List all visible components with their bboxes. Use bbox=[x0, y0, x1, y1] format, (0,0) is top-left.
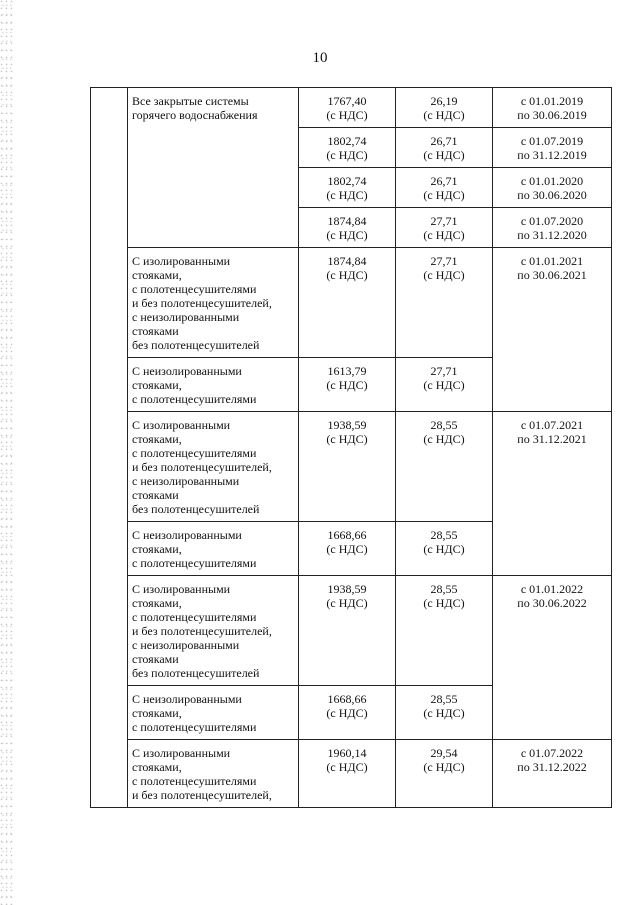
cell-line: без полотенцесушителей bbox=[132, 666, 260, 680]
component-value-cell bbox=[396, 686, 493, 740]
period-cell bbox=[493, 208, 612, 248]
component-value-cell bbox=[396, 168, 493, 208]
tariff-value-cell bbox=[299, 358, 396, 412]
period-cell bbox=[493, 740, 612, 808]
cell-line: с 01.07.2020 bbox=[520, 214, 584, 228]
component-value-cell bbox=[396, 522, 493, 576]
cell-line: с полотенцесушителями bbox=[132, 774, 257, 788]
component-value-cell bbox=[396, 576, 493, 686]
cell-line: (с НДС) bbox=[326, 148, 368, 162]
cell-line: с неизолированными bbox=[132, 310, 240, 324]
cell-line: 28,55 bbox=[430, 582, 458, 596]
cell-line: с 01.01.2022 bbox=[520, 582, 584, 596]
tariff-value-cell bbox=[299, 248, 396, 358]
cell-line: С изолированными bbox=[132, 582, 231, 596]
cell-line: горячего водоснабжения bbox=[132, 108, 258, 122]
cell-line: 29,54 bbox=[430, 746, 458, 760]
cell-line: (с НДС) bbox=[423, 542, 465, 556]
cell-line: с полотенцесушителями bbox=[132, 282, 257, 296]
cell-line: и без полотенцесушителей, bbox=[132, 296, 272, 310]
cell-line: 26,19 bbox=[430, 94, 458, 108]
cell-line: стояками, bbox=[132, 760, 182, 774]
cell-line: стояками, bbox=[132, 378, 182, 392]
cell-line: с 01.01.2020 bbox=[520, 174, 584, 188]
cell-line: по 31.12.2019 bbox=[517, 148, 587, 162]
cell-line: стояками, bbox=[132, 542, 182, 556]
cell-line: (с НДС) bbox=[326, 188, 368, 202]
cell-line: и без полотенцесушителей, bbox=[132, 624, 272, 638]
tariff-value-cell bbox=[299, 412, 396, 522]
cell-line: (с НДС) bbox=[326, 706, 368, 720]
cell-line: (с НДС) bbox=[423, 228, 465, 242]
cell-line: (с НДС) bbox=[423, 596, 465, 610]
cell-line: 1938,59 bbox=[327, 582, 367, 596]
period-cell bbox=[493, 576, 612, 740]
cell-line: (с НДС) bbox=[326, 378, 368, 392]
cell-line: стояками bbox=[132, 652, 179, 666]
cell-line: по 30.06.2022 bbox=[517, 596, 587, 610]
cell-line: (с НДС) bbox=[326, 108, 368, 122]
cell-line: и без полотенцесушителей, bbox=[132, 460, 272, 474]
cell-line: 1874,84 bbox=[327, 254, 367, 268]
cell-line: (с НДС) bbox=[326, 228, 368, 242]
component-value-cell bbox=[396, 248, 493, 358]
cell-line: (с НДС) bbox=[423, 378, 465, 392]
component-value-cell bbox=[396, 412, 493, 522]
cell-line: С изолированными bbox=[132, 254, 231, 268]
cell-line: 1802,74 bbox=[327, 174, 367, 188]
tariff-table bbox=[90, 87, 612, 808]
cell-line: по 31.12.2020 bbox=[517, 228, 587, 242]
cell-line: 27,71 bbox=[430, 364, 458, 378]
cell-line: 27,71 bbox=[430, 214, 458, 228]
cell-line: 1668,66 bbox=[327, 692, 367, 706]
table-row bbox=[91, 88, 612, 128]
cell-line: 1874,84 bbox=[327, 214, 367, 228]
tariff-value-cell bbox=[299, 576, 396, 686]
cell-line: с полотенцесушителями bbox=[132, 720, 257, 734]
description-cell bbox=[128, 88, 299, 248]
table-row bbox=[91, 412, 612, 522]
cell-line: 28,55 bbox=[430, 692, 458, 706]
component-value-cell bbox=[396, 88, 493, 128]
period-cell bbox=[493, 248, 612, 412]
cell-line: с 01.01.2019 bbox=[520, 94, 584, 108]
cell-line: по 31.12.2022 bbox=[517, 760, 587, 774]
cell-line: (с НДС) bbox=[423, 188, 465, 202]
cell-line: (с НДС) bbox=[423, 148, 465, 162]
cell-line: (с НДС) bbox=[423, 760, 465, 774]
cell-line: с 01.01.2021 bbox=[520, 254, 584, 268]
cell-line: 1960,14 bbox=[327, 746, 367, 760]
cell-line: (с НДС) bbox=[326, 596, 368, 610]
component-value-cell bbox=[396, 128, 493, 168]
cell-line: с неизолированными bbox=[132, 474, 240, 488]
cell-line: 1613,79 bbox=[327, 364, 367, 378]
tariff-value-cell bbox=[299, 686, 396, 740]
cell-line: 28,55 bbox=[430, 418, 458, 432]
page-number: 10 bbox=[312, 50, 328, 66]
tariff-value-cell bbox=[299, 522, 396, 576]
cell-line: С неизолированными bbox=[132, 692, 242, 706]
cell-line: стояками bbox=[132, 488, 179, 502]
cell-line: по 30.06.2020 bbox=[517, 188, 587, 202]
component-value-cell bbox=[396, 358, 493, 412]
description-cell bbox=[128, 522, 299, 576]
cell-line: по 30.06.2021 bbox=[517, 268, 587, 282]
description-cell bbox=[128, 740, 299, 808]
cell-line: без полотенцесушителей bbox=[132, 338, 260, 352]
cell-line: С неизолированными bbox=[132, 528, 242, 542]
cell-line: Все закрытые системы bbox=[132, 94, 249, 108]
cell-line: С изолированными bbox=[132, 418, 231, 432]
cell-line: с 01.07.2022 bbox=[520, 746, 584, 760]
cell-line: (с НДС) bbox=[326, 542, 368, 556]
cell-line: с 01.07.2021 bbox=[520, 418, 584, 432]
cell-line: С неизолированными bbox=[132, 364, 242, 378]
component-value-cell bbox=[396, 208, 493, 248]
period-cell bbox=[493, 412, 612, 576]
cell-line: с полотенцесушителями bbox=[132, 610, 257, 624]
description-cell bbox=[128, 576, 299, 686]
cell-line: по 31.12.2021 bbox=[517, 432, 587, 446]
description-cell bbox=[128, 358, 299, 412]
description-cell bbox=[128, 686, 299, 740]
cell-line: (с НДС) bbox=[423, 268, 465, 282]
cell-line: (с НДС) bbox=[326, 432, 368, 446]
table-row bbox=[91, 248, 612, 358]
cell-line: стояками, bbox=[132, 596, 182, 610]
cell-line: с полотенцесушителями bbox=[132, 556, 257, 570]
cell-line: 1938,59 bbox=[327, 418, 367, 432]
period-cell bbox=[493, 88, 612, 128]
tariff-value-cell bbox=[299, 128, 396, 168]
cell-line: стояками, bbox=[132, 268, 182, 282]
tariff-value-cell bbox=[299, 88, 396, 128]
cell-line: 1668,66 bbox=[327, 528, 367, 542]
period-cell bbox=[493, 168, 612, 208]
cell-line: (с НДС) bbox=[326, 760, 368, 774]
component-value-cell bbox=[396, 740, 493, 808]
cell-line: 1767,40 bbox=[327, 94, 367, 108]
cell-line: с 01.07.2019 bbox=[520, 134, 584, 148]
cell-line: (с НДС) bbox=[423, 706, 465, 720]
cell-line: (с НДС) bbox=[423, 432, 465, 446]
description-cell bbox=[128, 412, 299, 522]
cell-line: и без полотенцесушителей, bbox=[132, 788, 272, 802]
cell-line: 27,71 bbox=[430, 254, 458, 268]
cell-line: С изолированными bbox=[132, 746, 231, 760]
tariff-value-cell bbox=[299, 208, 396, 248]
description-cell bbox=[128, 248, 299, 358]
tariff-value-cell bbox=[299, 168, 396, 208]
cell-line: 1802,74 bbox=[327, 134, 367, 148]
cell-line: 26,71 bbox=[430, 174, 458, 188]
cell-line: стояками, bbox=[132, 706, 182, 720]
tariff-value-cell bbox=[299, 740, 396, 808]
cell-line: с неизолированными bbox=[132, 638, 240, 652]
item-number-cell bbox=[91, 88, 128, 808]
cell-line: по 30.06.2019 bbox=[517, 108, 587, 122]
cell-line: (с НДС) bbox=[423, 108, 465, 122]
cell-line: (с НДС) bbox=[326, 268, 368, 282]
tariff-table-body bbox=[91, 88, 612, 808]
table-row bbox=[91, 740, 612, 808]
cell-line: с полотенцесушителями bbox=[132, 446, 257, 460]
cell-line: без полотенцесушителей bbox=[132, 502, 260, 516]
scan-edge-noise bbox=[0, 0, 14, 905]
cell-line: стояками, bbox=[132, 432, 182, 446]
cell-line: 26,71 bbox=[430, 134, 458, 148]
cell-line: 28,55 bbox=[430, 528, 458, 542]
cell-line: с полотенцесушителями bbox=[132, 392, 257, 406]
table-row bbox=[91, 576, 612, 686]
period-cell bbox=[493, 128, 612, 168]
cell-line: стояками bbox=[132, 324, 179, 338]
